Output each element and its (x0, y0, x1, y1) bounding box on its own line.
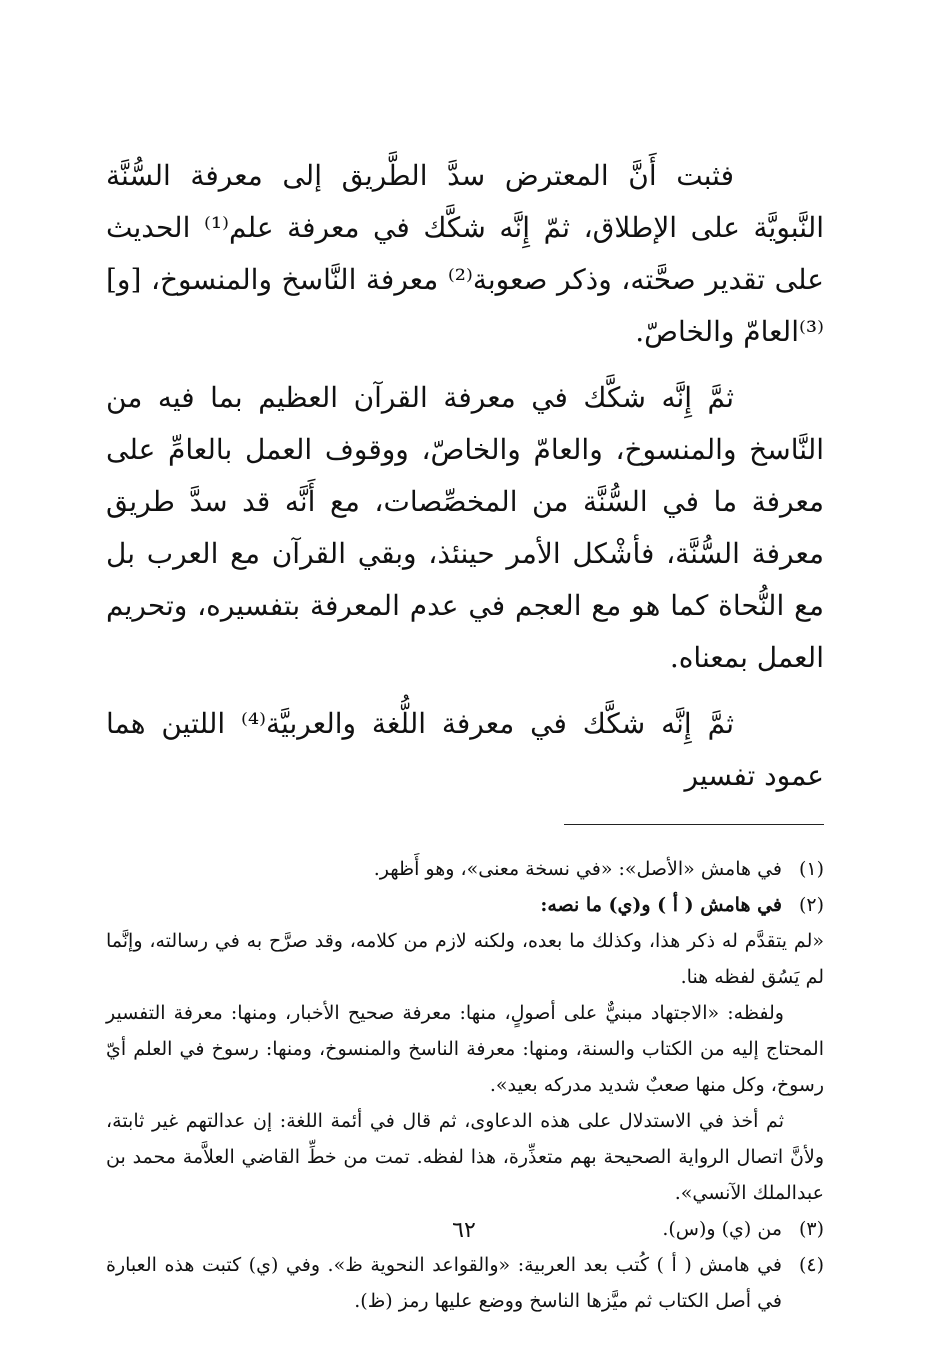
footnote-2-quote: «لم يتقدَّم له ذكر هذا، وكذلك ما بعده، ولكنه لازم من كلامه، وقد صرَّح به في رسالته، وإنَّما لم يَسُق لفظه هنا. (106, 930, 824, 988)
footnote-separator (564, 824, 824, 825)
footnote-number: (٤) (798, 1254, 824, 1276)
footnotes (106, 851, 824, 1319)
main-text (106, 150, 824, 802)
footnote-2 (106, 887, 824, 923)
footnote-number: (٢) (798, 894, 824, 916)
footnote-2-paragraph-2: ولفظه: «الاجتهاد مبنيٌّ على أصولٍ، منها: معرفة صحيح الأخبار، ومنها: معرفة التفسير المحتاج إليه من الكتاب والسنة، ومنها: معرفة الناسخ والمنسوخ، ومنها: رسوخ في العلم أيّ رسوخ، وكل منها صعبٌ شديد مدركه بعيد». (106, 1002, 824, 1096)
document-page (106, 150, 824, 1311)
body-paragraph-2: ثمَّ إِنَّه شكَّك في معرفة القرآن العظيم بما فيه من النَّاسخ والمنسوخ، والعامّ والخاصّ، ووقوف العمل بالعامِّ على معرفة ما في السُّنَّة من المخصِّصات، مع أَنَّه قد سدَّ طريق معرفة السُّنَّة، فأشْكل الأمر حينئذ، وبقي القرآن مع العرب بل مع النُّحاة كما هو مع العجم في عدم المعرفة بتفسيره، وتحريم العمل بمعناه. (106, 381, 824, 674)
footnote-heading: في هامش ( أ ) و(ي) ما نصه: (540, 894, 782, 916)
body-paragraph-3: ثمَّ إِنَّه شكَّك في معرفة اللُّغة والعربيَّة⁽⁴⁾ اللتين هما عمود تفسير (106, 707, 824, 792)
footnote-number: (٣) (798, 1218, 824, 1240)
footnote-text: في هامش «الأصل»: «في نسخة معنى»، وهو أَظهر. (373, 858, 782, 880)
footnote-4 (106, 1247, 824, 1319)
footnote-2-paragraph-3: ثم أخذ في الاستدلال على هذه الدعاوى، ثم قال في أئمة اللغة: إن عدالتهم غير ثابتة، ولأنَّ اتصال الرواية الصحيحة بهم متعذِّرة، هذا لفظه. تمت من خطِّ القاضي العلاَّمة محمد بن عبدالملك الآنسي». (106, 1110, 824, 1204)
footnote-number: (١) (798, 858, 824, 880)
footnote-text: من (ي) و(س). (662, 1218, 782, 1240)
footnote-text: في هامش ( أ ) كُتب بعد العربية: «والقواعد النحوية ظ». وفي (ي) كتبت هذه العبارة في أصل الكتاب ثم ميَّزها الناسخ ووضع عليها رمز (ظ). (106, 1254, 782, 1312)
body-paragraph-1: فثبت أَنَّ المعترض سدَّ الطَّريق إلى معرفة السُّنَّة النَّبويَّة على الإطلاق، ثمّ إِنَّه شكَّك في معرفة علم⁽¹⁾ الحديث على تقدير صحَّته، وذكر صعوبة⁽²⁾ معرفة النَّاسخ والمنسوخ، [و]⁽³⁾العامّ والخاصّ. (106, 159, 825, 348)
page-number: ٦٢ (452, 1218, 476, 1243)
footnote-1 (106, 851, 824, 887)
